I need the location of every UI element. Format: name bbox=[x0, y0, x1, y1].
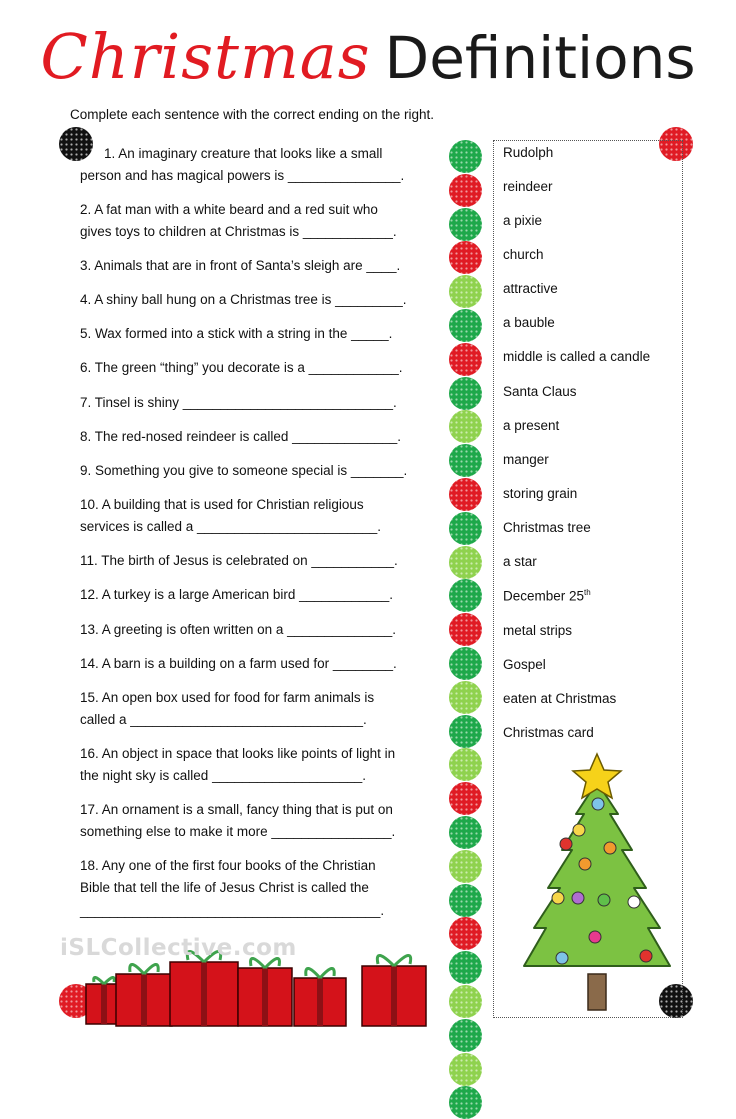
answer-option: Santa Claus bbox=[503, 384, 577, 399]
light-green-polka-dot-icon bbox=[449, 850, 482, 883]
answer-option: a bauble bbox=[503, 315, 555, 330]
question-text: 15. An open box used for food for farm animals is bbox=[80, 690, 375, 705]
question-item bbox=[80, 255, 430, 277]
question-text: 9. Something you give to someone special is _______. bbox=[80, 463, 408, 478]
answer-option: Gospel bbox=[503, 657, 546, 672]
question-text: ________________________________________. bbox=[80, 903, 385, 918]
question-item bbox=[80, 584, 430, 606]
question-item bbox=[80, 900, 430, 922]
answer-option: Rudolph bbox=[503, 145, 554, 160]
light-green-polka-dot-icon bbox=[449, 275, 482, 308]
red-polka-dot-icon bbox=[449, 241, 482, 274]
question-item bbox=[80, 221, 430, 243]
green-polka-dot-icon bbox=[449, 309, 482, 342]
answer-option: metal strips bbox=[503, 623, 573, 638]
gift-box-icon bbox=[362, 955, 426, 1026]
gift-box-icon bbox=[238, 958, 292, 1026]
red-polka-dot-icon bbox=[449, 613, 482, 646]
question-item bbox=[80, 392, 430, 414]
green-polka-dot-icon bbox=[449, 512, 482, 545]
question-text: Bible that tell the life of Jesus Christ is called the bbox=[80, 880, 369, 895]
worksheet-title bbox=[0, 20, 736, 93]
question-item bbox=[80, 357, 430, 379]
question-text: 18. Any one of the first four books of the Christian bbox=[80, 858, 376, 873]
light-green-polka-dot-icon bbox=[449, 1053, 482, 1086]
light-green-polka-dot-icon bbox=[449, 546, 482, 579]
watermark-brand: iSLCollective.com bbox=[60, 935, 297, 961]
question-item bbox=[80, 143, 430, 165]
question-text: 1. An imaginary creature that looks like a small bbox=[104, 146, 383, 161]
question-item bbox=[80, 165, 430, 187]
green-polka-dot-icon bbox=[449, 444, 482, 477]
answer-option: a pixie bbox=[503, 213, 543, 228]
question-item bbox=[80, 494, 430, 516]
answer-option: storing grain bbox=[503, 486, 578, 501]
green-polka-dot-icon bbox=[449, 816, 482, 849]
answer-option: eaten at Christmas bbox=[503, 691, 617, 706]
question-text: 11. The birth of Jesus is celebrated on ___________. bbox=[80, 553, 398, 568]
title-word-christmas: Christmas bbox=[40, 20, 371, 93]
question-item bbox=[80, 289, 430, 311]
question-item bbox=[80, 323, 430, 345]
question-text: 14. A barn is a building on a farm used for ________. bbox=[80, 656, 397, 671]
question-text: the night sky is called ____________________. bbox=[80, 768, 366, 783]
green-polka-dot-icon bbox=[449, 140, 482, 173]
question-item bbox=[80, 460, 430, 482]
question-text: 17. An ornament is a small, fancy thing that is put on bbox=[80, 802, 393, 817]
green-polka-dot-icon bbox=[449, 1086, 482, 1119]
green-polka-dot-icon bbox=[449, 951, 482, 984]
question-text: 4. A shiny ball hung on a Christmas tree is _________. bbox=[80, 292, 407, 307]
answer-option: reindeer bbox=[503, 179, 553, 194]
answer-option: middle is called a candle bbox=[503, 349, 651, 364]
answer-option: a star bbox=[503, 554, 537, 569]
green-polka-dot-icon bbox=[449, 208, 482, 241]
question-text: called a _______________________________. bbox=[80, 712, 367, 727]
question-text: 12. A turkey is a large American bird ____________. bbox=[80, 587, 393, 602]
red-polka-dot-icon bbox=[449, 343, 482, 376]
question-item bbox=[80, 516, 430, 538]
question-item bbox=[80, 619, 430, 641]
gift-box-icon bbox=[170, 951, 238, 1026]
red-polka-dot-icon bbox=[449, 478, 482, 511]
green-polka-dot-icon bbox=[449, 1019, 482, 1052]
green-polka-dot-icon bbox=[449, 377, 482, 410]
answer-option: Christmas tree bbox=[503, 520, 591, 535]
answer-option: church bbox=[503, 247, 544, 262]
question-text: 16. An object in space that looks like points of light in bbox=[80, 746, 396, 761]
question-item bbox=[80, 709, 430, 731]
question-item bbox=[80, 765, 430, 787]
question-item bbox=[80, 799, 430, 821]
question-text: 6. The green “thing” you decorate is a ____________. bbox=[80, 360, 403, 375]
gift-box-icon bbox=[116, 964, 172, 1026]
red-polka-dot-icon bbox=[449, 917, 482, 950]
question-item bbox=[80, 550, 430, 572]
red-polka-dot-icon bbox=[449, 174, 482, 207]
light-green-polka-dot-icon bbox=[449, 748, 482, 781]
light-green-polka-dot-icon bbox=[449, 681, 482, 714]
question-text: 3. Animals that are in front of Santa’s sleigh are ____. bbox=[80, 258, 401, 273]
question-text: person and has magical powers is _______________. bbox=[80, 168, 405, 183]
question-text: 10. A building that is used for Christian religious bbox=[80, 497, 364, 512]
question-text: 5. Wax formed into a stick with a string in the _____. bbox=[80, 326, 393, 341]
question-text: 7. Tinsel is shiny ____________________________. bbox=[80, 395, 397, 410]
question-item bbox=[80, 426, 430, 448]
question-text: 8. The red-nosed reindeer is called ______________. bbox=[80, 429, 401, 444]
superscript: th bbox=[584, 588, 591, 597]
green-polka-dot-icon bbox=[449, 579, 482, 612]
answer-option: a present bbox=[503, 418, 560, 433]
green-polka-dot-icon bbox=[449, 884, 482, 917]
answer-option: Christmas card bbox=[503, 725, 594, 740]
answer-option: manger bbox=[503, 452, 549, 467]
green-polka-dot-icon bbox=[449, 647, 482, 680]
question-text: something else to make it more ________________. bbox=[80, 824, 396, 839]
question-item bbox=[80, 855, 430, 877]
question-item bbox=[80, 743, 430, 765]
light-green-polka-dot-icon bbox=[449, 985, 482, 1018]
answer-option: attractive bbox=[503, 281, 558, 296]
instructions: Complete each sentence with the correct ending on the right. bbox=[70, 107, 434, 122]
question-text: 13. A greeting is often written on a ______________. bbox=[80, 622, 396, 637]
question-text: gives toys to children at Christmas is ____________. bbox=[80, 224, 397, 239]
christmas-tree-icon bbox=[520, 752, 675, 1014]
title-word-definitions: Definitions bbox=[384, 24, 696, 92]
question-item bbox=[80, 687, 430, 709]
light-green-polka-dot-icon bbox=[449, 410, 482, 443]
question-item bbox=[80, 821, 430, 843]
question-item bbox=[80, 877, 430, 899]
question-text: 2. A fat man with a white beard and a red suit who bbox=[80, 202, 378, 217]
question-text: services is called a ________________________. bbox=[80, 519, 381, 534]
gift-box-icon bbox=[294, 968, 346, 1026]
green-polka-dot-icon bbox=[449, 715, 482, 748]
question-item bbox=[80, 653, 430, 675]
question-item bbox=[80, 199, 430, 221]
answer-option: December 25th bbox=[503, 588, 591, 604]
red-polka-dot-icon bbox=[449, 782, 482, 815]
